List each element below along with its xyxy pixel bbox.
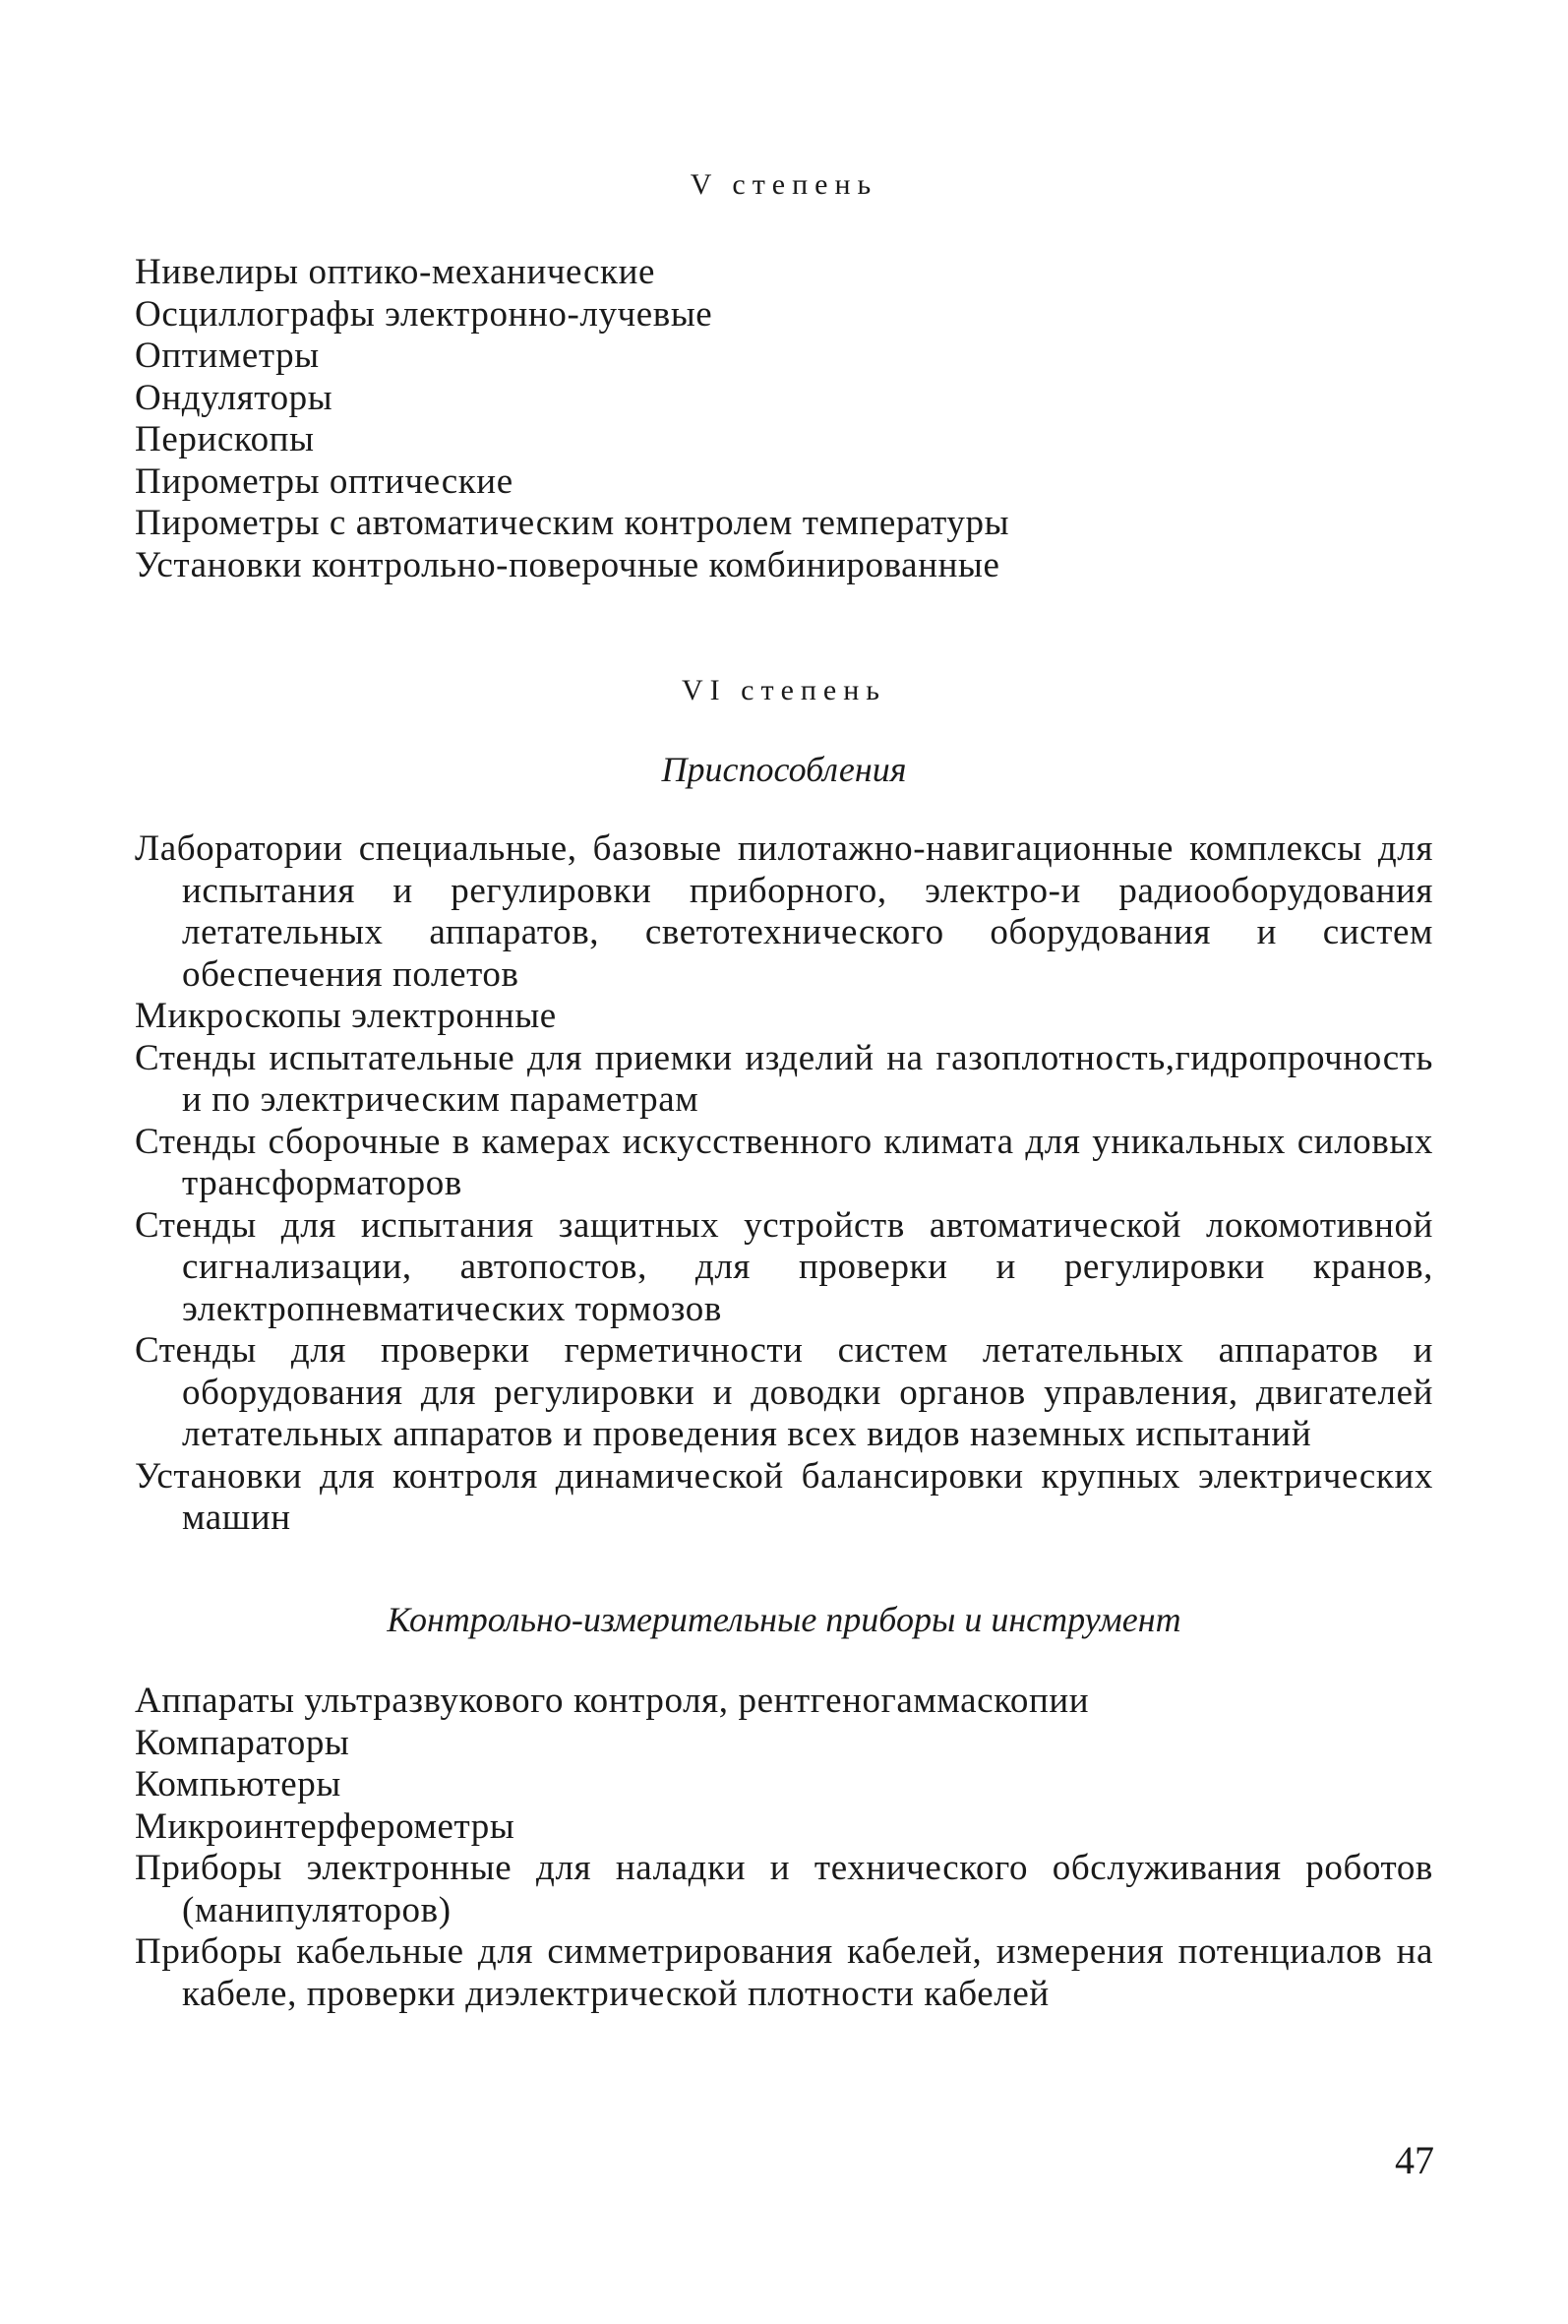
list-item: Осциллографы электронно-лучевые [135,293,713,335]
list-item: Приборы электронные для наладки и технического обслуживания роботов (манипуляторов) [135,1848,1433,1930]
list-item: Установки для контроля динамической балансировки крупных электрических машин [135,1455,1433,1538]
section-v-list-container [135,252,1433,586]
section-v-list [135,252,1433,586]
list-item: Лаборатории специальные, базовые пилотажно-навигационные комплексы для испытания и регулировки приборного, электро-и радиооборудования летательных аппаратов, светотехнического оборудования и систем обеспечения полетов [135,828,1433,995]
list-item: Пирометры оптические [135,460,513,502]
list-item: Стенды испытательные для приемки изделий на газоплотность,гидропрочность и по электрическим параметрам [135,1037,1433,1120]
fixtures-list [135,828,1433,1540]
list-item: Пирометры с автоматическим контролем температуры [135,503,1010,543]
list-item: Стенды для проверки герметичности систем летательных аппаратов и оборудования для регулировки и доводки органов управления, двигателей летательных аппаратов и проведения всех видов наземных испытаний [135,1330,1433,1454]
fixtures-subheading: Приспособления [661,750,907,789]
list-item: Ондуляторы [135,377,333,418]
instruments-list-container [135,1681,1433,2015]
page-number: 47 [1395,2138,1434,2182]
fixtures-list-container [135,828,1433,1540]
instruments-subheading: Контрольно-измерительные приборы и инструмент [387,1600,1181,1639]
list-item: Микроскопы электронные [135,996,557,1036]
list-item: Аппараты ультразвукового контроля, рентгеногаммаскопии [135,1681,1090,1721]
section-vi-heading: VI степень [681,674,886,706]
list-item: Перископы [135,419,315,459]
list-item: Компьютеры [135,1764,341,1804]
list-item: Компараторы [135,1722,350,1763]
list-item: Оптиметры [135,336,320,376]
section-v-heading: V степень [690,168,878,201]
list-item: Стенды для испытания защитных устройств автоматической локомотивной сигнализации, автопостов, для проверки и регулировки кранов, электропневматических тормозов [135,1204,1433,1329]
instruments-list [135,1681,1433,2015]
list-item: Стенды сборочные в камерах искусственного климата для уникальных силовых трансформаторов [135,1121,1433,1203]
list-item: Установки контрольно-поверочные комбинированные [135,544,1000,585]
list-item: Приборы кабельные для симметрирования кабелей, измерения потенциалов на кабеле, проверки диэлектрической плотности кабелей [135,1931,1433,2014]
list-item: Нивелиры оптико-механические [135,252,656,292]
list-item: Микроинтерферометры [135,1805,515,1847]
